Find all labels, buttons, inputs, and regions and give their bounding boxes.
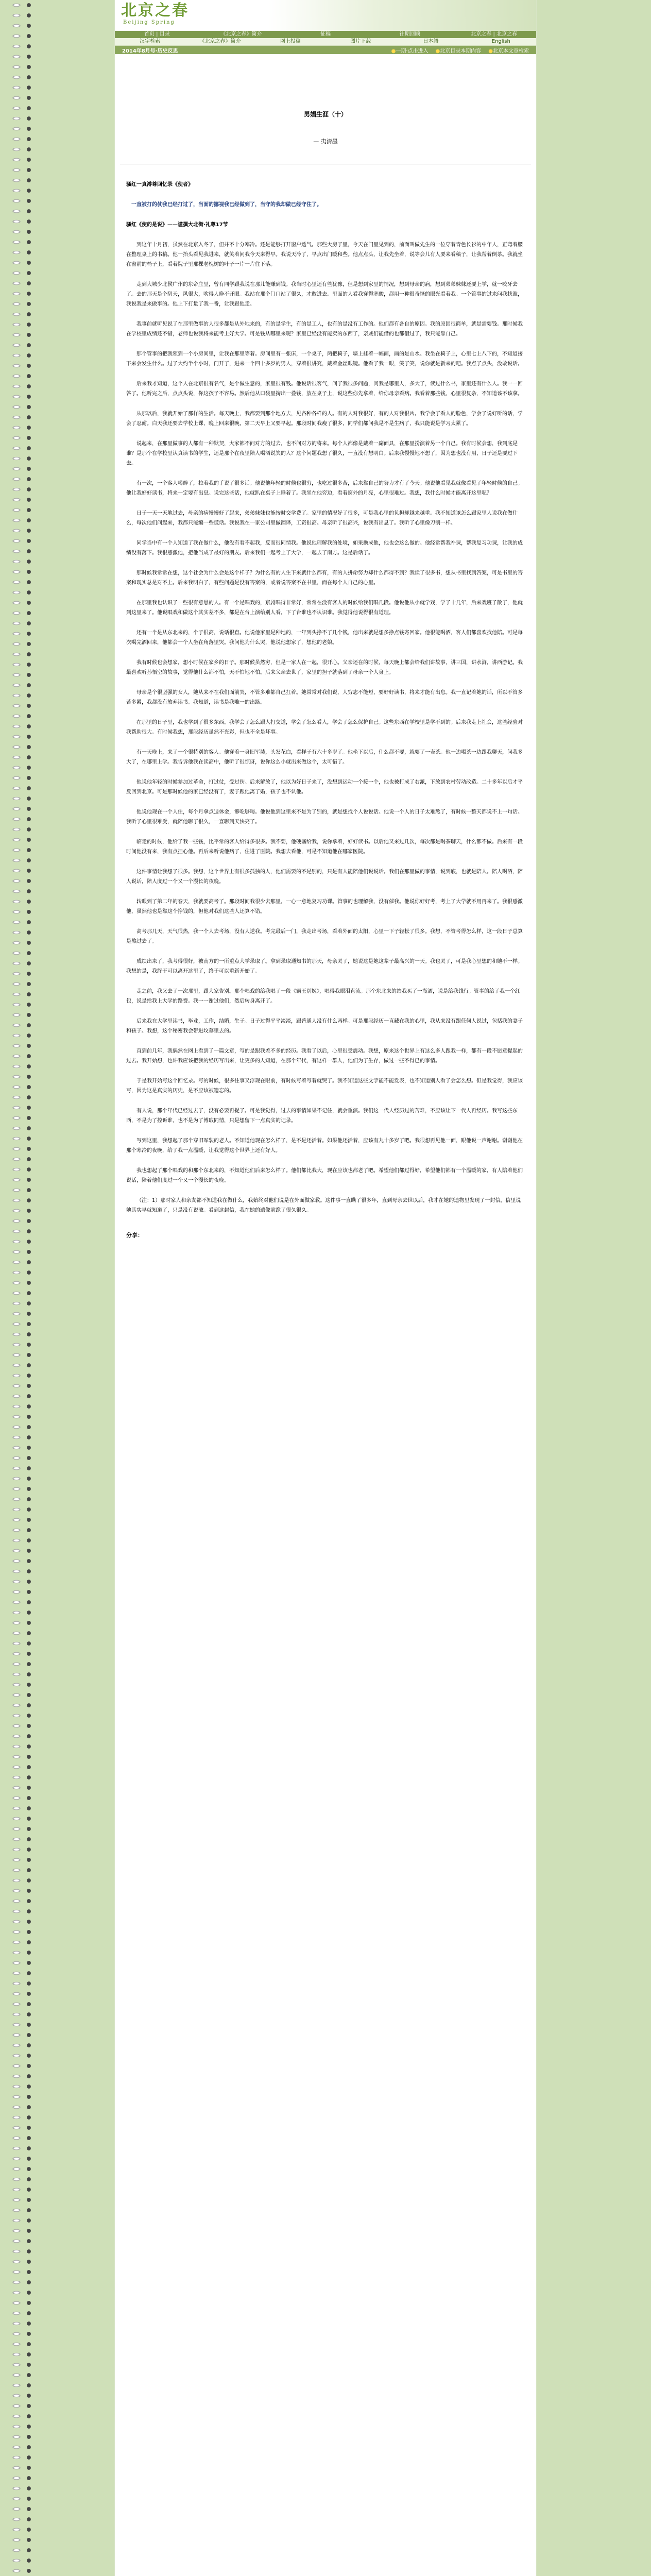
article-paragraph: 有一天晚上，来了一个很特别的客人。他穿着一身旧军装，头发花白，看样子有六十多岁了。他坐下以后，什么都不要，就要了一壶茶。他一边喝茶一边跟我聊天，问我多大了，在哪里上学。我告诉他我在读高中，他听了很惊讶，说你这么小就出来做这个，太可惜了。 — [126, 750, 523, 765]
article-paragraph: 有一次，一个客人喝醉了，拉着我的手说了很多话。他说他年轻的时候也很穷，也吃过很多苦，后来靠自己的努力才有了今天。他说他看见我就像看见了年轻时候的自己。他让我好好读书，将来一定要有出息。说完这些话，他就趴在桌子上睡着了。我坐在他旁边，看着窗外的月亮，心里很难过。我想，我什么时候才能离开这里呢？ — [126, 481, 523, 496]
article-paragraph: 从那以后，我就开始了那样的生活。每天晚上，我都要到那个地方去，见各种各样的人。有的人对我很好，有的人对我很凶。我学会了看人的脸色，学会了说好听的话，学会了忍耐。白天我还要去学校上课，晚上回来很晚，第二天早上又要早起。那段时间我瘦了很多，同学们都问我是不是生病了，我只能说是学习太累了。 — [126, 411, 523, 427]
article-paragraph: 写到这里，我想起了那个穿旧军装的老人。不知道他现在怎么样了，是不是还活着。如果他还活着，应该有九十多岁了吧。我很想再见他一面，跟他说一声谢谢。谢谢他在那个寒冷的夜晚，给了我一点温暖，让我觉得这个世界上还有好人。 — [126, 1138, 523, 1154]
logo-english-text: Beijing Spring — [123, 20, 175, 25]
nav-primary-archive[interactable]: 往期回顾 — [399, 31, 420, 37]
article-paragraph: 临走的时候，他给了我一些钱，比平常的客人给得多很多。我不要，他硬塞给我，说你拿着，好好读书。以后他又来过几次，每次都是喝茶聊天，什么都不做。后来有一段时间他没有来，我有点担心他。再后来听说他病了，住进了医院。我想去看他，可是不知道他在哪家医院。 — [126, 839, 523, 855]
article-paragraph: 转眼到了第二年的春天，我就要高考了。那段时间我很少去那里，一心一意地复习功课。管事的也理解我，没有催我。他说你好好考，考上了大学就不用再来了。我很感激他，虽然他也是靠这个挣钱的，但他对我们这些人还算不错。 — [126, 899, 523, 914]
header-decoration — [268, 0, 536, 31]
article-paragraph: 走之前，我又去了一次那里，跟大家告别。那个唱戏的给我唱了一段《霸王别姬》，唱得我眼泪直流。那个东北来的给我买了一瓶酒，说是给我饯行。管事的给了我一个红包，说是给我上大学的路费。我一一谢过他们，然后转身离开了。 — [126, 989, 520, 1004]
page-container — [114, 0, 537, 2576]
issue-link-enter-label: 一期·点击进入 — [396, 48, 429, 54]
nav-secondary-english[interactable]: English — [491, 39, 510, 44]
article-paragraph: 说起来，在那里做事的人都有一种默契，大家都不问对方的过去，也不问对方的将来。每个人都像是戴着一副面具，在那里扮演着另一个自己。我有时候会想，我到底是谁？是那个在学校里认真读书的学生，还是那个在夜里陪人喝酒说笑的人？这个问题我想了很久，一直没有想明白。后来我慢慢地不想了，因为想也没有用，日子还是要过下去。 — [126, 441, 518, 466]
article-paragraph: 同学当中有一个人知道了我在做什么，他没有看不起我，反而很同情我。他说他理解我的处境，如果换成他，他也会这么做的。他经常帮我补课，帮我复习功课，让我的成绩没有落下。我很感激他，把他当成了最好的朋友。后来我们一起考上了大学，一起去了南方。这是后话了。 — [126, 540, 523, 556]
site-header — [115, 0, 536, 31]
issue-date: 2014年8月号·历史反思 — [122, 48, 178, 54]
article-paragraph: 我事前就听见说了在那里做事的人很多都是从外地来的，有的是学生，有的是工人，也有的是没有工作的。他们都有各自的原因。我的原因很简单，就是需要钱。那时候我在学校里成绩还不错，老师也说我将来能考上好大学。可是钱从哪里来呢？家里已经没有能卖的东西了，亲戚们能借的也都借过了，我只能靠自己。 — [126, 321, 523, 337]
article-paragraph: 他说他现在一个人住，每个月拿点退休金，够吃够喝。他说他到这里来不是为了别的，就是想找个人说说话。他说一个人的日子太难熬了，有时候一整天都说不上一句话。我听了心里很难受，就陪他聊了很久，一直聊到天快亮了。 — [126, 809, 523, 825]
article-paragraph: 直到前几年，我偶然在网上看到了一篇文章，写的是跟我差不多的经历。我看了以后，心里很受震动。我想，原来这个世界上有这么多人跟我一样，都有一段不愿意提起的过去。我开始想，也许我应该把我的经历写出来，让更多的人知道，在那个年代，有这样一群人，他们为了生存，做过一些不得已的事情。 — [126, 1048, 523, 1064]
article-paragraph: 后来我才知道，这个人在北京很有名气，是个做生意的，家里很有钱。他说话很客气，问了我很多问题，问我是哪里人，多大了，读过什么书，家里还有什么人。我一一回答了。他听完之后，点点头说，你这孩子不容易。然后他从口袋里掏出一叠钱，放在桌子上，说这些你先拿着，给你母亲看病。我看着那些钱，心里很复杂，不知道该不该拿。 — [126, 381, 523, 397]
bullet-icon: ● — [488, 48, 493, 54]
bullet-icon: ● — [391, 48, 396, 54]
article-title: 男娼生涯（十） — [303, 111, 347, 118]
article-paragraph: 在那里我也认识了一些很有意思的人。有一个是唱戏的，京剧唱得非常好，常常在没有客人的时候给我们唱几段。他说他从小就学戏，学了十几年，后来戏班子散了，他就到这里来了。他说唱戏和做这个其实差不多，都是在台上演给别人看，下了台谁也不认识谁。我觉得他说得很有道理。 — [126, 600, 523, 616]
nav-secondary-search[interactable]: 汉字检索 — [140, 39, 161, 44]
article-body — [115, 180, 536, 1215]
nav-secondary-japanese[interactable]: 日本語 — [423, 39, 439, 44]
article-paragraph: 这件事情让我想了很多。我想，这个世界上有很多孤独的人，他们需要的不是别的，只是有人能陪他们说说话。我们在那里做的事情，说到底，也就是陪人。陪人喝酒，陪人说话，陪人度过一个又一个漫长的夜晚。 — [126, 869, 523, 885]
article-paragraph: 后来我在大学里读书，毕业，工作，结婚，生子。日子过得平平淡淡，跟普通人没有什么两样。可是那段经历一直藏在我的心里，我从来没有跟任何人说过，包括我的妻子和孩子。我想，这个秘密我会带进坟墓里去的。 — [126, 1019, 523, 1034]
issue-links — [277, 46, 536, 54]
issue-link-contents[interactable] — [436, 46, 482, 54]
issue-link-article-search-label: 北京本文章检索 — [493, 48, 529, 54]
bullet-icon: ● — [435, 48, 440, 54]
nav-primary-home[interactable]: 首页 | 目录 — [144, 31, 170, 37]
article-paragraph: 日子一天一天地过去，母亲的病慢慢好了起来，弟弟妹妹也能按时交学费了。家里的情况好了很多，可是我心里的负担却越来越重。我不知道该怎么跟家里人说我在做什么，每次他们问起来，我都只能编一些谎话。我说我在一家公司里做翻译，工资很高。母亲听了很高兴，说我有出息了。我听了心里像刀割一样。 — [126, 511, 518, 526]
article-paragraph: 成绩出来了，我考得很好，被南方的一所重点大学录取了。拿到录取通知书的那天，母亲哭了，她说这是她这辈子最高兴的一天。我也哭了，可是我心里想的和她不一样。我想的是，我终于可以离开这里了，终于可以重新开始了。 — [126, 959, 523, 974]
article-paragraph: 还有一个是从东北来的，个子很高，说话很直。他说他家里是种地的，一年到头挣不了几个钱，他出来就是想多挣点钱寄回家。他很能喝酒，客人们都喜欢找他陪。可是每次喝完酒回来，他都会一个人坐在角落里哭。我问他为什么哭，他说他想家了，想他的老娘。 — [126, 630, 523, 646]
article-paragraph: 骚红一真溥尊回忆录《使者》 — [126, 182, 193, 188]
issue-link-article-search[interactable] — [488, 46, 529, 54]
issue-link-enter[interactable] — [391, 46, 429, 54]
article-paragraph: 我也想起了那个唱戏的和那个东北来的，不知道他们后来怎么样了。他们都比我大，现在应该也都老了吧。希望他们都过得好，希望他们都有一个温暖的家，有人陪着他们说话，陪着他们度过一个又一个漫长的夜晚。 — [126, 1168, 523, 1183]
nav-secondary-submit-online[interactable]: 网上投稿 — [280, 39, 301, 44]
article-author: — 夷清墨 — [313, 138, 338, 145]
article-paragraph: 有人说，那个年代已经过去了，没有必要再提了。可是我觉得，过去的事情如果不记住，就会重演。我们这一代人经历过的苦难，不应该让下一代人再经历。我写这些东西，不是为了控诉谁，也不是为了博取同情，只是想留下一点真实的记录。 — [126, 1108, 518, 1124]
secondary-nav — [115, 38, 536, 46]
article-paragraph: 他说他年轻的时候参加过革命，打过仗，受过伤。后来解放了，他以为好日子来了，没想到运动一个接一个，他也被打成了右派，下放到农村劳动改造。二十多年以后才平反回到北京。可是那时候他的家已经没有了，妻子跟他离了婚，孩子也不认他。 — [126, 779, 523, 795]
nav-secondary-images[interactable]: 图片下载 — [350, 39, 371, 44]
nav-primary-about[interactable]: 《北京之春》简介 — [220, 31, 262, 37]
article-paragraph: 那时候我常常在想，这个社会为什么会是这个样子？为什么有的人生下来就什么都有，有的人拼命努力却什么都得不到？我读了很多书，想从书里找到答案，可是书里的答案和现实总是对不上。后来我明白了，有些问题是没有答案的，或者说答案不在书里，而在每个人自己的心里。 — [126, 570, 523, 586]
article-paragraph: 走到大城少北侯广州的东帝庄里，曾有同学跟我说在那儿能赚到钱。我当时心里还有些犹豫，但是想到家里的情况，想到母亲的病，想到弟弟妹妹还要上学，就一咬牙去了。去的那天是个阴天，风很大，吹得人睁不开眼。我站在那个门口站了很久，才敢进去。里面的人看我穿得寒酸，都用一种很奇怪的眼光看着我。一个管事的过来问我找谁，我说我是来做事的。他上下打量了我一番，让我跟他走。 — [126, 282, 523, 307]
share-label: 分享： — [126, 1232, 143, 1239]
issue-link-contents-label: 北京目录本期内容 — [440, 48, 482, 54]
article-paragraph: 到这年十月初，虽然在北京入冬了，但并不十分寒冷。还是能够打开窗户透气。那些大房子里，今天在门里见到的，前面叫做先生的一位穿着青色长衫的中年人，正弯着腰在整理桌上的书稿。他一抬头看见我进来，就笑着问我今天来得早。我说天冷了，早点出门暖和些。他点点头，让我先坐着，说等会儿有人要来看稿子，让我帮着倒茶。我就坐在窗前的椅子上，看着院子里那棵老槐树的叶子一片一片往下落。 — [126, 242, 523, 267]
nav-primary-magazine[interactable]: 北京之春 | 北京之春 — [471, 31, 518, 37]
article-paragraph: 母亲是个很坚强的女人，她从来不在我们面前哭，不管多难都自己扛着。她常常对我们说，人穷志不能短，要好好读书，将来才能有出息。我一直记着她的话，所以不管多苦多累，我都没有放弃读书。我知道，读书是我唯一的出路。 — [126, 690, 523, 705]
article-paragraph: 我有时候也会想家，想小时候在家乡的日子。那时候虽然穷，但是一家人在一起，很开心。父亲还在的时候，每天晚上都会给我们讲故事，讲三国，讲水浒，讲西游记。我最喜欢听孙悟空的故事，觉得他什么都不怕，天不怕地不怕。后来父亲去世了，家里的担子就落到了母亲一个人身上。 — [126, 660, 523, 675]
article-paragraph: 一直被打的仗我已经打过了，当面的挪视我已经做到了，当守的我却做已经守住了。 — [131, 202, 322, 208]
site-logo[interactable] — [121, 2, 189, 25]
primary-nav — [115, 31, 536, 38]
binder-rings-decoration — [0, 0, 36, 2576]
article-paragraph: （注：1）那时家人和亲友都不知道我在做什么，我始终对他们说是在外面做家教。这件事一直瞒了很多年，直到母亲去世以后，我才在她的遗物里发现了一封信，信里说她其实早就知道了，只是没有说破。看到这封信，我在她的遗像前跪了很久很久。 — [126, 1198, 521, 1213]
article-paragraph: 骚红《使的是说》——谨撰大北街·礼尊17节 — [126, 222, 228, 228]
nav-primary-submit[interactable]: 征稿 — [320, 31, 331, 37]
article-paragraph: 高考那几天，天气很热，我一个人去考场，没有人送我。考完最后一门，我走出考场，看着外面的太阳，心里一下子轻松了很多。我想，不管考得怎么样，这一段日子总算是熬过去了。 — [126, 929, 523, 944]
article-paragraph: 在那里的日子里，我也学到了很多东西。我学会了怎么跟人打交道，学会了怎么看人，学会了怎么保护自己。这些东西在学校里是学不到的。后来我走上社会，这些经验对我帮助很大。有时候我想，那段经历虽然不光彩，但也不全是坏事。 — [126, 720, 523, 735]
nav-secondary-about[interactable]: 《北京之春》简介 — [199, 39, 241, 44]
article-paragraph: 于是我开始写这个回忆录。写的时候，很多往事又浮现在眼前，有时候写着写着就哭了。我不知道这些文字能不能发表，也不知道别人看了会怎么想。但是我觉得，我应该写，因为这是真实的历史，是不应该被遗忘的。 — [126, 1078, 523, 1094]
logo-chinese-text: 北京之春 — [121, 2, 189, 20]
issue-bar — [115, 46, 536, 54]
article-paragraph: 那个管事的把我领到一个小房间里，让我在那里等着。房间里有一张床，一个桌子，两把椅子，墙上挂着一幅画，画的是山水。我坐在椅子上，心里七上八下的，不知道接下来会发生什么。过了大约半个小时，门开了，进来一个四十多岁的男人，穿着很讲究，戴着金丝眼镜。他看了我一眼，笑了笑，说你就是新来的吧。我点了点头，没敢说话。 — [126, 351, 523, 367]
